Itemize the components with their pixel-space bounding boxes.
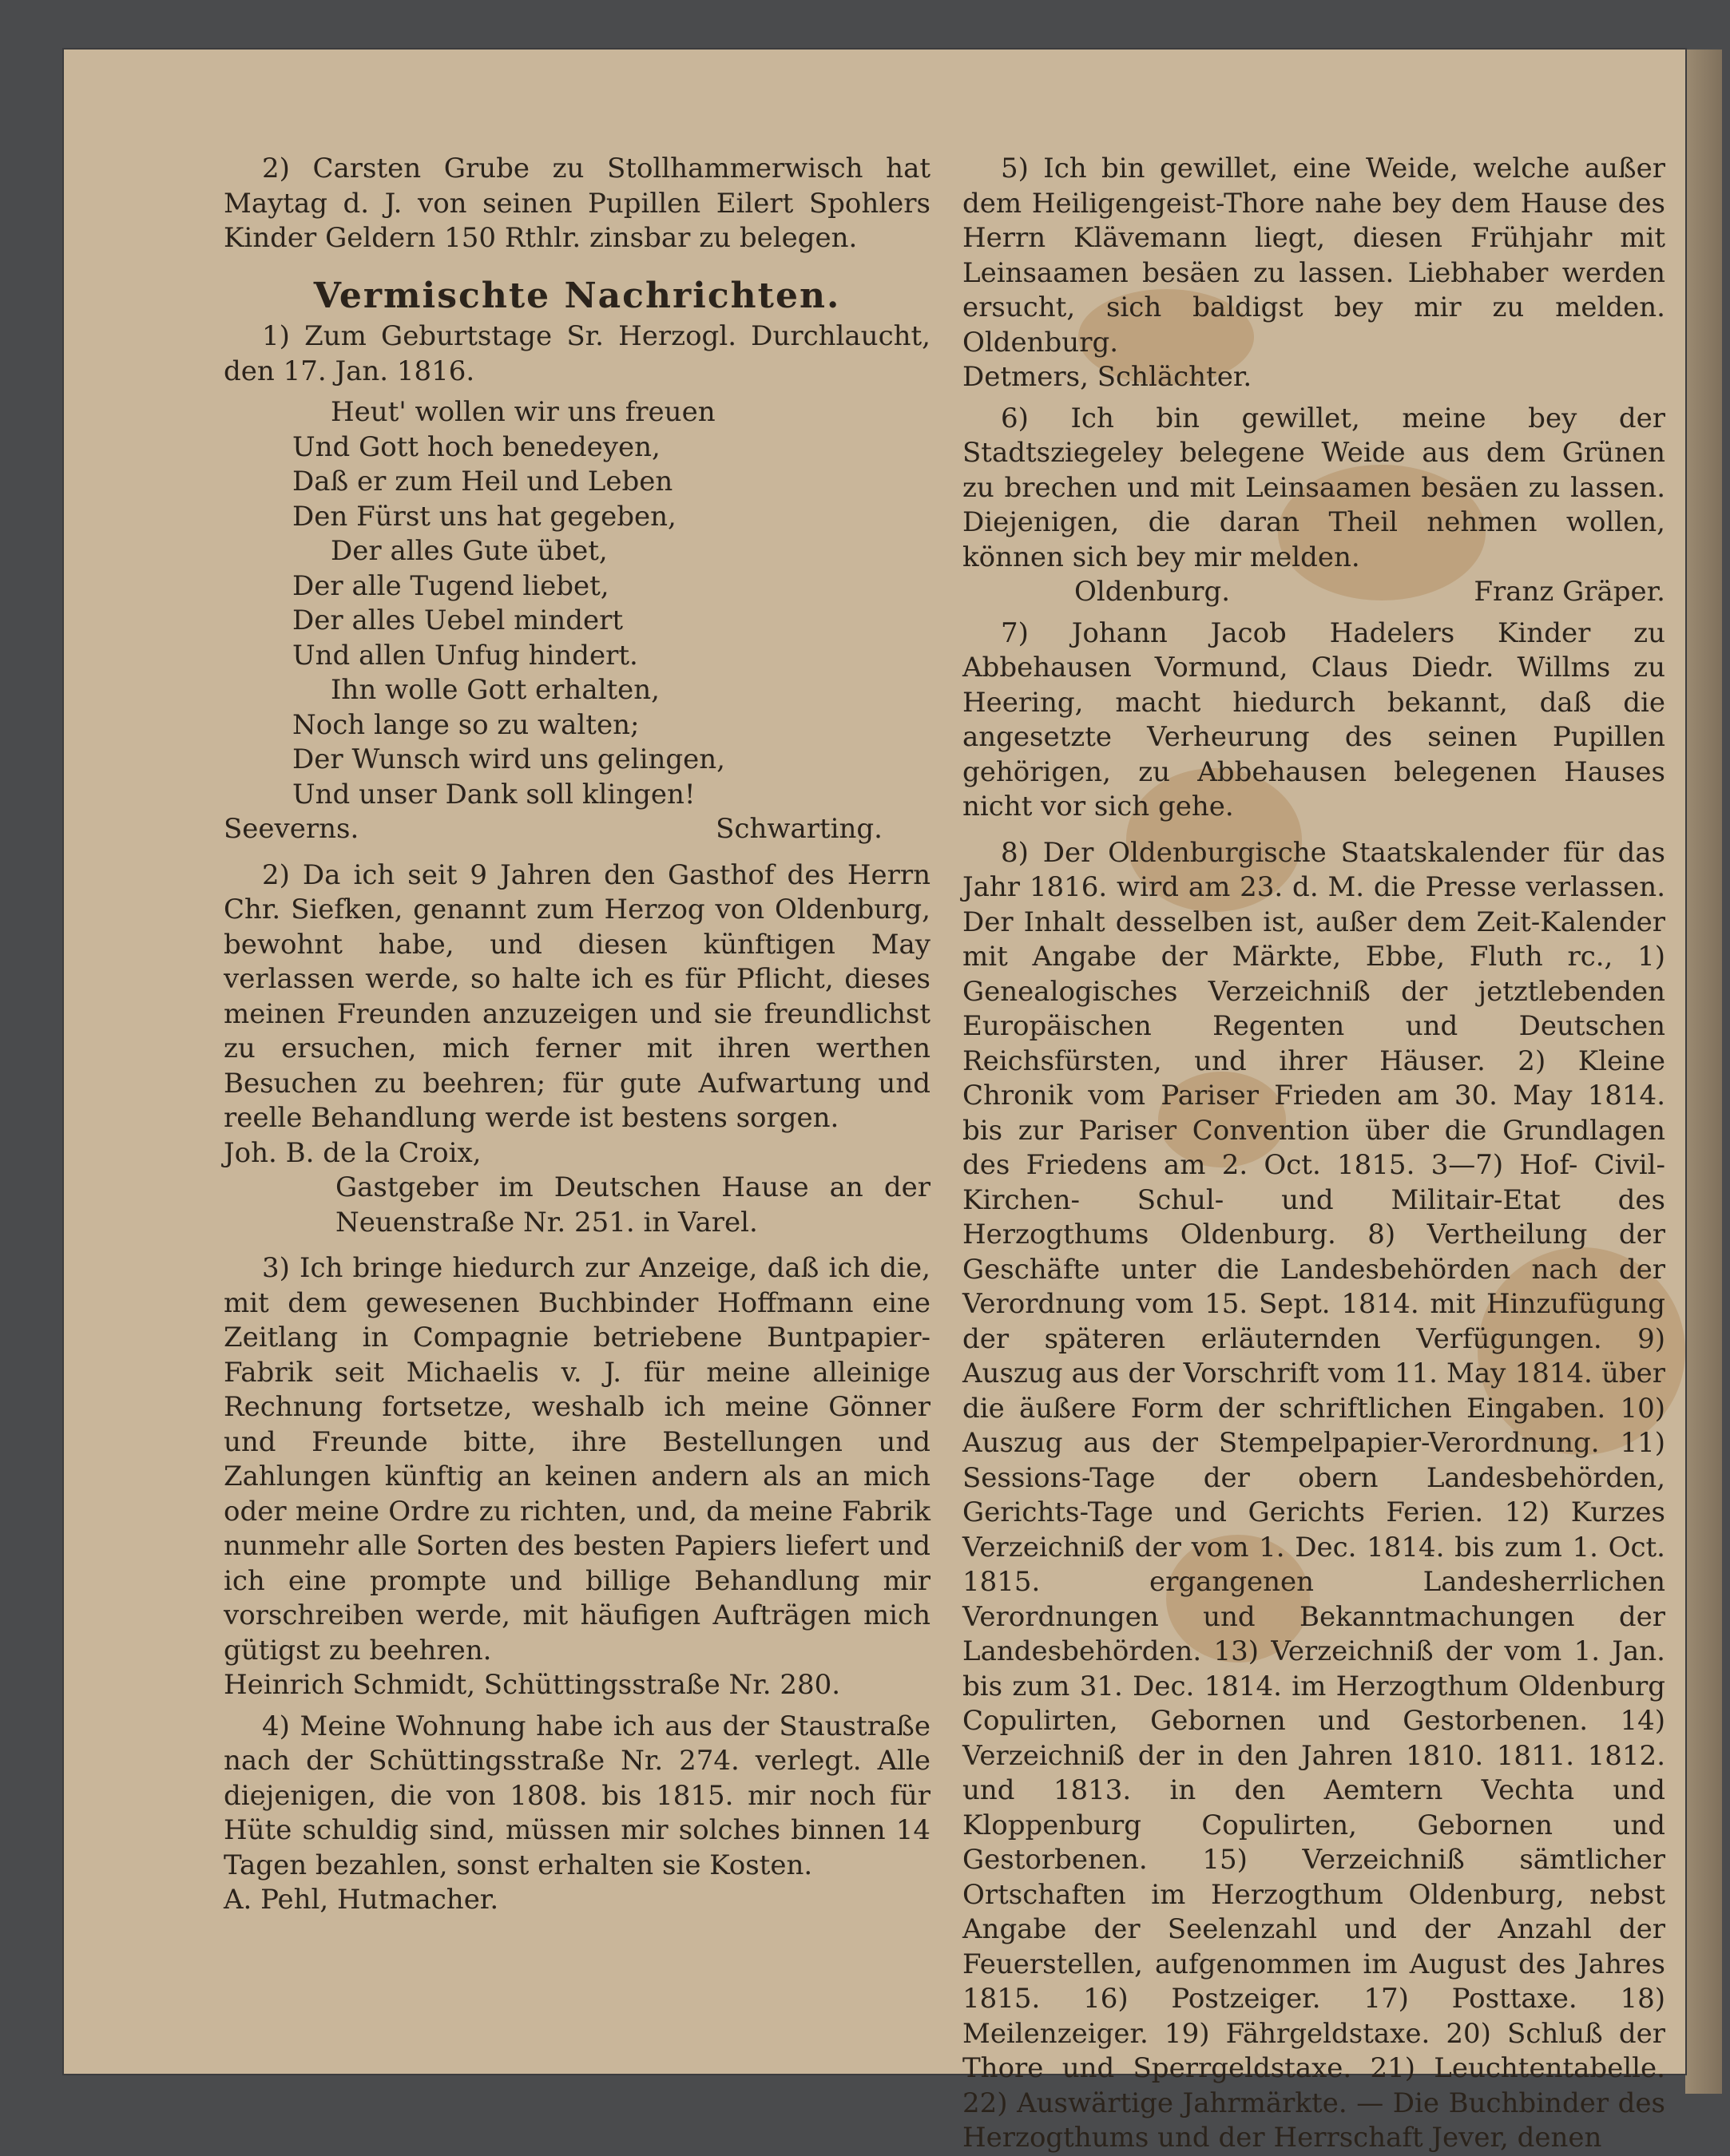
poem-stanza — [292, 673, 930, 812]
poem-line: Daß er zum Heil und Leben — [292, 466, 673, 497]
poem-stanza — [292, 395, 930, 534]
notice-grube: 2) Carsten Grube zu Stollhammerwisch hat Maytag d. J. von seinen Pupillen Eilert Spohlers Kinder Geldern 150 Rthlr. zinsbar zu belegen. — [224, 153, 930, 254]
poem-place: Seeverns. — [224, 813, 359, 845]
signature-de-la-croix: Joh. B. de la Croix, — [224, 1136, 482, 1169]
poem-intro: 1) Zum Geburtstage Sr. Herzogl. Durchlaucht, den 17. Jan. 1816. — [224, 320, 930, 387]
left-column — [224, 152, 930, 1918]
poem-line: Heut' wollen wir uns freuen — [331, 396, 716, 428]
poem-line: Den Fürst uns hat gegeben, — [292, 500, 677, 533]
notice-pehl: 4) Meine Wohnung habe ich aus der Staustraße nach der Schüttingsstraße Nr. 274. verlegt. Alle diejenigen, die von 1808. bis 1815. mir noch für Hüte schuldig sind, müssen mir solches binnen 14 Tagen bezahlen, sonst erhalten sie Kosten. — [224, 1710, 930, 1881]
signature-pehl: A. Pehl, Hutmacher. — [224, 1884, 499, 1916]
poem-line: Noch lange so zu walten; — [292, 708, 640, 741]
place-graeper: Oldenburg. — [1074, 576, 1231, 608]
signature-graeper-row — [962, 575, 1665, 610]
notice-staatskalender: 8) Der Oldenburgische Staatskalender für das Jahr 1816. wird am 23. d. M. die Presse verlassen. Der Inhalt desselben ist, außer dem Zeit-Kalender mit Angabe der Märkte, Ebbe, Fluth rc., 1) Genealogisches Verzeichniß der jetztlebenden Europäischen Regenten und Deutschen Reichsfürsten, und ihrer Häuser. 2) Kleine Chronik vom Pariser Frieden am 30. May 1814. bis zur Pariser Convention über die Grundlagen des Friedens am 2. Oct. 1815. 3—7) Hof- Civil- Kirchen- Schul- und Militair-Etat des Herzogthums Oldenburg. 8) Vertheilung der Geschäfte unter die Landesbehörden nach der Verordnung vom 15. Sept. 1814. mit Hinzufügung der späteren erläuternden Verfügungen. 9) Auszug aus der Vorschrift vom 11. May 1814. über die äußere Form der schriftlichen Eingaben. 10) Auszug aus der Stempelpapier-Verordnung. 11) Sessions-Tage der obern Landesbehörden, Gerichts-Tage und Gerichts Ferien. 12) Kurzes Verzeichniß der vom 1. Dec. 1814. bis zum 1. Oct. 1815. ergangenen Landesherrlichen Verordnungen und Bekanntmachungen der Landesbehörden. 13) Verzeichniß der vom 1. Jan. bis zum 31. Dec. 1814. im Herzogthum Oldenburg Copulirten, Gebornen und Gestorbenen. 14) Verzeichniß der in den Jahren 1810. 1811. 1812. und 1813. in den Aemtern Vechta und Kloppenburg Copulirten, Gebornen und Gestorbenen. 15) Verzeichniß sämtlicher Ortschaften im Herzogthum Oldenburg, nebst Angabe der Seelenzahl und der Anzahl der Feuerstellen, aufgenommen im August des Jahres 1815. 16) Postzeiger. 17) Posttaxe. 18) Meilenzeiger. 19) Fährgeldstaxe. 20) Schluß der Thore und Sperrgeldstaxe. 21) Leuchtentabelle. 22) Auswärtige Jahrmärkte. — Die Buchbinder des Herzogthums und der Herrschaft Jever, denen — [962, 836, 1665, 2154]
notice-de-la-croix: 2) Da ich seit 9 Jahren den Gasthof des Herrn Chr. Siefken, genannt zum Herzog von Oldenburg, bewohnt habe, und diesen künftigen May verlassen werde, so halte ich es für Pflicht, dieses meinen Freunden anzuzeigen und sie freundlichst zu ersuchen, mich ferner mit ihren werthen Besuchen zu beehren; für gute Aufwartung und reelle Behandlung werde ist bestens sorgen. — [224, 858, 930, 1134]
poem-line: Und unser Dank soll klingen! — [292, 778, 696, 810]
poem-stanza — [292, 534, 930, 673]
notice-detmers: 5) Ich bin gewillet, eine Weide, welche außer dem Heiligengeist-Thore nahe bey dem Hause des Herrn Klävemann liegt, diesen Frühjahr mit Leinsaamen besäen zu lassen. Liebhaber werden ersucht, sich baldigst bey mir zu melden. Oldenburg. — [962, 153, 1665, 359]
poem-line: Der alles Uebel mindert — [292, 604, 623, 636]
poem-line: Und Gott hoch benedeyen, — [292, 430, 661, 463]
notice-hadeler: 7) Johann Jacob Hadelers Kinder zu Abbehausen Vormund, Claus Diedr. Willms zu Heering, macht hiedurch bekannt, daß die angesetzte Verheurung des seinen Pupillen gehörigen, zu Abbehausen belegenen Hauses nicht vor sich gehe. — [962, 616, 1665, 822]
poem-line: Und allen Unfug hindert. — [292, 639, 638, 672]
notice-schmidt: 3) Ich bringe hiedurch zur Anzeige, daß ich die, mit dem gewesenen Buchbinder Hoffmann eine Zeitlang in Compagnie betriebene Buntpapier-Fabrik seit Michaelis v. J. für meine alleinige Rechnung fortsetze, weshalb ich meine Gönner und Freunde bitte, ihre Bestellungen und Zahlungen künftig an keinen andern als an mich oder meine Ordre zu richten, und, da meine Fabrik nunmehr alle Sorten des besten Papiers liefert und ich eine prompte und billige Behandlung mir vorschreiben werde, mit häufigen Aufträgen mich gütigst zu beehren. — [224, 1252, 930, 1667]
page-edge — [1685, 50, 1722, 2094]
signature-detmers: Detmers, Schlächter. — [962, 361, 1252, 393]
section-heading: Vermischte Nachrichten. — [313, 275, 841, 316]
signature-graeper: Franz Gräper. — [1474, 576, 1665, 608]
poem-line: Der alle Tugend liebet, — [292, 569, 609, 602]
signature-schmidt: Heinrich Schmidt, Schüttingsstraße Nr. 280. — [224, 1669, 841, 1701]
address-de-la-croix: Gastgeber im Deutschen Hause an der Neuenstraße Nr. 251. in Varel. — [335, 1171, 930, 1239]
poem-line: Ihn wolle Gott erhalten, — [331, 674, 660, 706]
right-column — [962, 152, 1665, 2156]
poem-line: Der Wunsch wird uns gelingen, — [292, 743, 725, 775]
poem-line: Der alles Gute übet, — [331, 535, 608, 567]
notice-graeper: 6) Ich bin gewillet, meine bey der Stadtsziegeley belegene Weide aus dem Grünen zu brechen und mit Leinsaamen besäen zu lassen. Diejenigen, die daran Theil nehmen wollen, können sich bey mir melden. — [962, 402, 1665, 573]
poem-author: Schwarting. — [716, 813, 883, 845]
poem-signature — [224, 812, 930, 847]
